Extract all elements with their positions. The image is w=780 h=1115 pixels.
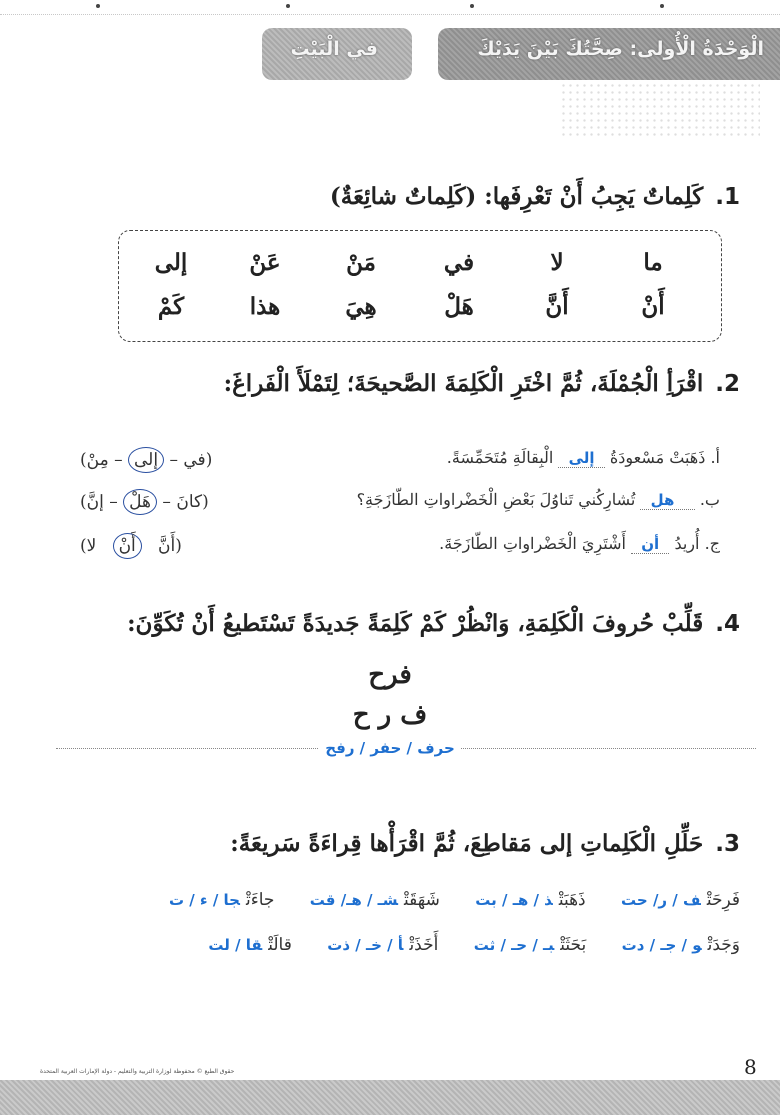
common-word: ما	[643, 249, 663, 276]
item-text-before: أُريدُ	[674, 534, 700, 553]
option: في	[183, 450, 206, 470]
item-label: ب.	[699, 490, 720, 509]
common-word: أَنَّ	[545, 293, 569, 320]
anagram-answer-wrap	[0, 738, 780, 757]
page-number: 8	[744, 1055, 757, 1079]
common-word: هَلْ	[444, 293, 474, 320]
syllable-pair: فَرِحَتْف / ر/ حت	[621, 890, 740, 910]
syllable-pair: جاءَتْجا / ء / ت	[168, 890, 275, 910]
syllable-pair: قالَتْقا / لت	[208, 935, 292, 955]
syllable-row-2	[178, 935, 740, 955]
common-word: لا	[550, 249, 564, 276]
anagram-word: فرح	[368, 660, 412, 690]
exercise-line-b	[357, 490, 720, 510]
scan-dot	[96, 4, 100, 8]
section1-title: كَلِماتٌ يَجِبُ أَنْ تَعْرِفَها: (كَلِماتٌ شائِعَةٌ)	[329, 183, 704, 210]
item-label: أ.	[710, 448, 720, 467]
common-words-box	[118, 230, 722, 342]
section-title-banner	[262, 28, 412, 80]
option: أَنَّ	[158, 536, 176, 556]
item-text-after: الْبِقالَةِ مُتَحَمِّسَةً.	[446, 448, 554, 467]
blank-answer: هل	[640, 490, 694, 510]
anagram-answer: حرف / حفر / رفح	[319, 739, 461, 757]
anagram-letters: ف ر ح	[352, 700, 428, 730]
syllable-row-1	[139, 890, 740, 910]
option: كانَ	[176, 492, 203, 512]
scan-dot	[660, 4, 664, 8]
section1-heading	[330, 183, 740, 210]
section2-title: اقْرَأِ الْجُمْلَةَ، ثُمَّ اخْتَرِ الْكَلِمَةَ الصَّحيحَةَ؛ لِتَمْلَأَ الْفَراغَ:	[223, 370, 704, 397]
unit-title-banner	[438, 28, 780, 80]
section4-title: قَلِّبْ حُروفَ الْكَلِمَةِ، وَانْظُرْ كَمْ كَلِمَةً جَديدَةً تَسْتَطيعُ أَنْ تُكَوِّنَ:	[127, 610, 704, 637]
common-word: إلى	[154, 249, 188, 276]
section3-title: حَلِّلِ الْكَلِماتِ إلى مَقاطِعَ، ثُمَّ اقْرَأْها قِراءَةً سَريعَةً:	[230, 830, 704, 857]
unit-title: الْوَحْدَةُ الْأُولى: صِحَّتُكَ بَيْنَ يَدَيْكَ	[477, 38, 764, 60]
section1-number: 1.	[715, 184, 740, 210]
section3-heading	[230, 830, 740, 857]
options-a: (في – إلى – مِنْ)	[80, 447, 212, 473]
common-word: هِيَ	[345, 293, 377, 320]
item-text-before: ذَهَبَتْ مَسْعودَةُ	[609, 448, 706, 467]
blank-answer: أن	[631, 534, 669, 554]
option: إنَّ	[86, 492, 104, 512]
background-texture	[560, 82, 760, 138]
syllable-pair: أَخَذَتْأ / خـ / ذت	[327, 935, 439, 955]
common-word: مَنْ	[346, 249, 376, 276]
item-text-after: أَشْتَرِيَ الْخَضْراواتِ الطّازَجَةَ.	[439, 534, 626, 553]
section3-number: 3.	[715, 831, 740, 857]
syllable-pair: شَهَقَتْشـ / هـ/ قت	[309, 890, 440, 910]
syllable-pair: بَحَثَتْبـ / حـ / ثت	[473, 935, 587, 955]
circled-option: أَنْ	[113, 533, 142, 559]
section4-heading	[127, 610, 740, 637]
option: لا	[86, 536, 97, 556]
options-c: (أَنَّ أَنْ لا)	[80, 533, 182, 559]
circled-option: هَلْ	[123, 489, 157, 515]
common-word: هذا	[249, 293, 281, 320]
common-word: عَنْ	[249, 249, 281, 276]
exercise-line-c	[439, 534, 720, 554]
section4-number: 4.	[715, 611, 740, 637]
blank-answer: إلى	[558, 448, 604, 468]
section-title: في الْبَيْتِ	[290, 38, 378, 60]
circled-option: إلى	[128, 447, 164, 473]
common-word: أَنْ	[641, 293, 665, 320]
option: مِنْ	[86, 450, 109, 470]
footer-strip	[0, 1080, 780, 1115]
common-word: في	[443, 249, 475, 276]
item-label: ج.	[704, 534, 720, 553]
item-text-after: تُشارِكُني تَناوُلَ بَعْضِ الْخَضْراواتِ الطّازَجَةِ؟	[356, 490, 636, 509]
scan-dot	[470, 4, 474, 8]
section2-number: 2.	[715, 371, 740, 397]
scan-dot	[286, 4, 290, 8]
top-rule	[0, 14, 780, 15]
syllable-pair: وَجَدَتْو / جـ / دت	[621, 935, 740, 955]
syllable-pair: ذَهَبَتْذ / هـ / بت	[475, 890, 586, 910]
exercise-line-a	[447, 448, 720, 468]
section2-heading	[224, 370, 740, 397]
common-word: كَمْ	[157, 293, 185, 320]
copyright-text: حقوق الطبع © محفوظة لوزارة التربية والتعليم - دولة الإمارات العربية المتحدة	[40, 1068, 235, 1075]
options-b: (كانَ – هَلْ – إنَّ)	[80, 489, 209, 515]
